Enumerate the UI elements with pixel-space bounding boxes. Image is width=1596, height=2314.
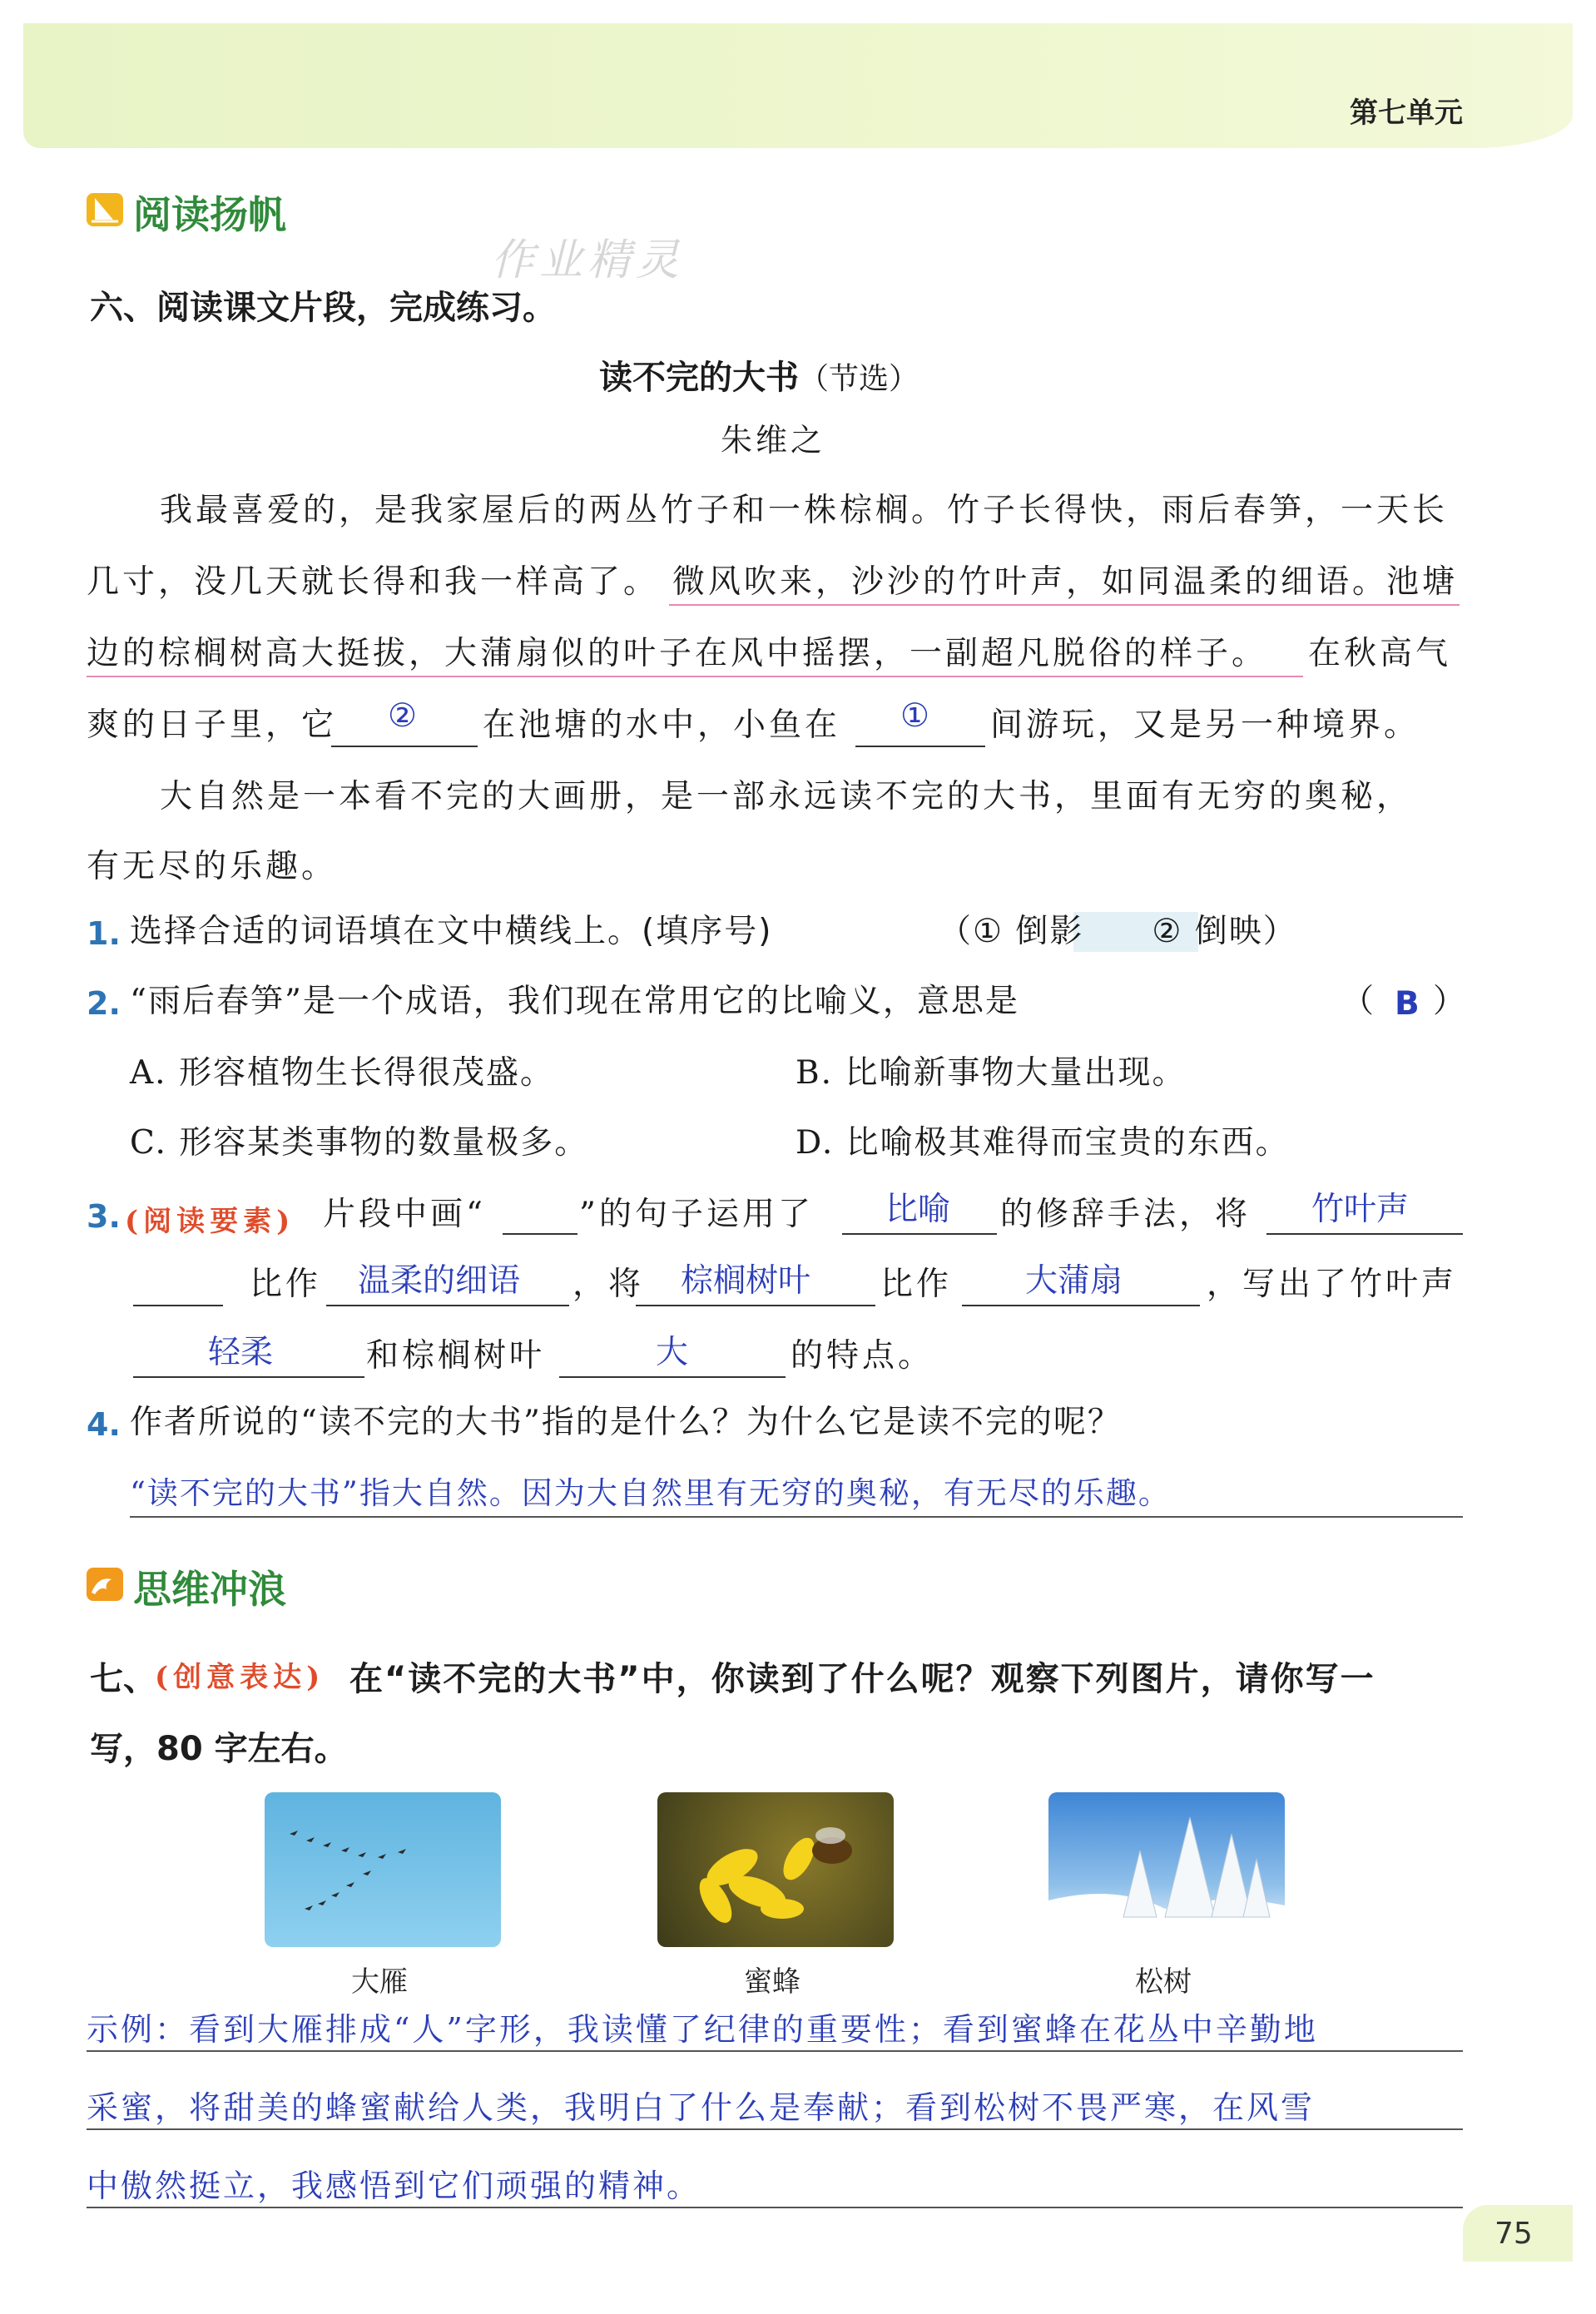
wave-icon bbox=[87, 1568, 123, 1601]
blank-2[interactable] bbox=[855, 746, 985, 747]
answer-rule-2 bbox=[87, 2128, 1463, 2130]
section-title-reading: 阅读扬帆 bbox=[133, 192, 286, 237]
option-c: C. 形容某类事物的数量极多。 bbox=[130, 1124, 589, 1162]
passage-line-3b: 在秋高气 bbox=[1308, 635, 1452, 672]
question-7-text-2: 写，80 字左右。 bbox=[90, 1730, 348, 1768]
sub3-answer-2: 竹叶声 bbox=[1311, 1191, 1410, 1228]
passage-line-4a: 爽的日子里，它 bbox=[87, 706, 338, 744]
blank-1[interactable] bbox=[331, 746, 478, 747]
sub-question-2-paren-close: ） bbox=[1433, 983, 1470, 1020]
sub3-answer-1: 比喻 bbox=[885, 1191, 951, 1228]
sub-question-1-options: （① 倒影 ② 倒映） bbox=[939, 913, 1297, 950]
sub-question-4-num: 4. bbox=[87, 1406, 121, 1443]
sub3-answer-6: 轻柔 bbox=[208, 1334, 274, 1371]
answer-line-4 bbox=[130, 1516, 1463, 1518]
sub3-blank-5[interactable] bbox=[962, 1305, 1200, 1306]
sub3-blank-2[interactable] bbox=[1266, 1233, 1463, 1235]
option-a: A. 形容植物生长得很茂盛。 bbox=[130, 1054, 554, 1092]
sub3-blank-6[interactable] bbox=[133, 1376, 364, 1378]
sub3-text-8: 和棕榈树叶 bbox=[366, 1337, 546, 1375]
sail-icon bbox=[87, 193, 123, 226]
sub3-blank-7[interactable] bbox=[559, 1376, 786, 1378]
sub-question-2-paren-open: （ bbox=[1341, 983, 1378, 1020]
bee-on-flower-image bbox=[657, 1792, 894, 1947]
question-7-text-1: 在“读不完的大书”中，你读到了什么呢？观察下列图片，请你写一 bbox=[349, 1660, 1375, 1698]
sub3-answer-7: 大 bbox=[656, 1334, 689, 1371]
sub3-blank-3[interactable] bbox=[326, 1305, 569, 1306]
passage-line-4c: 间游玩，又是另一种境界。 bbox=[990, 706, 1420, 744]
passage-line-2c: 池塘 bbox=[1386, 563, 1459, 601]
question-6-title: 六、阅读课文片段，完成练习。 bbox=[90, 289, 556, 327]
q7-answer-line-2: 采蜜，将甜美的蜂蜜献给人类，我明白了什么是奉献；看到松树不畏严寒，在风雪 bbox=[87, 2089, 1316, 2126]
wild-geese-image bbox=[265, 1792, 501, 1947]
passage-author: 朱维之 bbox=[721, 422, 826, 458]
caption-pine: 松树 bbox=[1135, 1965, 1192, 1999]
sub3-text-4: 比作 bbox=[250, 1266, 322, 1303]
header-band bbox=[23, 23, 1573, 148]
sub3-text-7: ，写出了竹叶声 bbox=[1207, 1266, 1458, 1303]
answer-rule-3 bbox=[87, 2207, 1463, 2208]
sub3-answer-3: 温柔的细语 bbox=[358, 1262, 521, 1300]
passage-line-4b: 在池塘的水中，小鱼在 bbox=[483, 706, 841, 744]
passage-title: 读不完的大书 bbox=[599, 359, 799, 397]
wavy-underline-1 bbox=[669, 604, 1460, 606]
sub-question-3-num: 3. bbox=[87, 1198, 121, 1235]
question-7-num: 七、 bbox=[90, 1660, 156, 1698]
passage-line-6: 有无尽的乐趣。 bbox=[87, 848, 338, 885]
sub3-text-2: ”的句子运用了 bbox=[579, 1196, 814, 1233]
passage-line-2a: 几寸，没几天就长得和我一样高了。 bbox=[87, 563, 660, 601]
option-d: D. 比喻极其难得而宝贵的东西。 bbox=[796, 1124, 1290, 1162]
unit-label: 第七单元 bbox=[1350, 97, 1463, 130]
sub-question-4-answer: “读不完的大书”指大自然。因为大自然里有无穷的奥秘，有无尽的乐趣。 bbox=[130, 1475, 1171, 1511]
sub-question-4-text: 作者所说的“读不完的大书”指的是什么？为什么它是读不完的呢？ bbox=[130, 1404, 1122, 1441]
sub-question-2-text: “雨后春笋”是一个成语，我们现在常用它的比喻义，意思是 bbox=[130, 983, 1019, 1020]
passage-line-3a: 边的棕榈树高大挺拔，大蒲扇似的叶子在风中摇摆，一副超凡脱俗的样子。 bbox=[87, 635, 1268, 672]
sub3-text-6: 比作 bbox=[880, 1266, 953, 1303]
caption-bee: 蜜蜂 bbox=[744, 1965, 800, 1999]
q7-answer-line-1: 示例：看到大雁排成“人”字形，我读懂了纪律的重要性；看到蜜蜂在花丛中辛勤地 bbox=[87, 2011, 1318, 2048]
passage-title-wrap bbox=[599, 351, 919, 399]
sub-question-2-answer: B bbox=[1395, 985, 1420, 1023]
passage-note: （节选） bbox=[799, 362, 919, 396]
sub3-text-3: 的修辞手法，将 bbox=[1000, 1196, 1252, 1233]
sub3-text-5: ，将 bbox=[572, 1266, 645, 1303]
sub3-blank-2-cont[interactable] bbox=[133, 1305, 223, 1306]
sub3-text-1: 片段中画“ bbox=[323, 1196, 486, 1233]
sub3-blank-4[interactable] bbox=[636, 1305, 875, 1306]
reading-element-tag: (阅读要素) bbox=[125, 1205, 295, 1238]
creative-tag: (创意表达) bbox=[155, 1661, 325, 1694]
page-number: 75 bbox=[1494, 2217, 1533, 2251]
q7-answer-line-3: 中傲然挺立，我感悟到它们顽强的精神。 bbox=[87, 2168, 701, 2204]
sub3-blank-1[interactable] bbox=[842, 1233, 997, 1235]
sub-question-2-num: 2. bbox=[87, 985, 121, 1022]
snowy-pine-image bbox=[1048, 1792, 1285, 1947]
passage-line-5: 大自然是一本看不完的大画册，是一部永远读不完的大书，里面有无穷的奥秘， bbox=[160, 778, 1413, 815]
blank-1-answer: ② bbox=[388, 697, 417, 735]
sub3-answer-5: 大蒲扇 bbox=[1025, 1262, 1123, 1300]
sub3-answer-4: 棕榈树叶 bbox=[681, 1262, 811, 1300]
passage-line-2b: 微风吹来，沙沙的竹叶声，如同温柔的细语。 bbox=[672, 563, 1389, 601]
passage-line-1: 我最喜爱的，是我家屋后的两丛竹子和一株棕榈。竹子长得快，雨后春笋，一天长 bbox=[160, 492, 1449, 529]
wavy-underline-2 bbox=[87, 676, 1303, 677]
option-b: B. 比喻新事物大量出现。 bbox=[796, 1054, 1187, 1092]
answer-rule-1 bbox=[87, 2050, 1463, 2052]
sub3-text-9: 的特点。 bbox=[791, 1337, 934, 1375]
sub-question-1-num: 1. bbox=[87, 915, 121, 952]
sub-question-1-text: 选择合适的词语填在文中横线上。(填序号) bbox=[130, 913, 773, 950]
blank-2-answer: ① bbox=[900, 697, 929, 735]
section-title-thinking: 思维冲浪 bbox=[133, 1567, 286, 1612]
caption-geese: 大雁 bbox=[351, 1965, 408, 1999]
watermark: 作业精灵 bbox=[491, 235, 685, 285]
sub3-underline-sample bbox=[503, 1233, 577, 1235]
